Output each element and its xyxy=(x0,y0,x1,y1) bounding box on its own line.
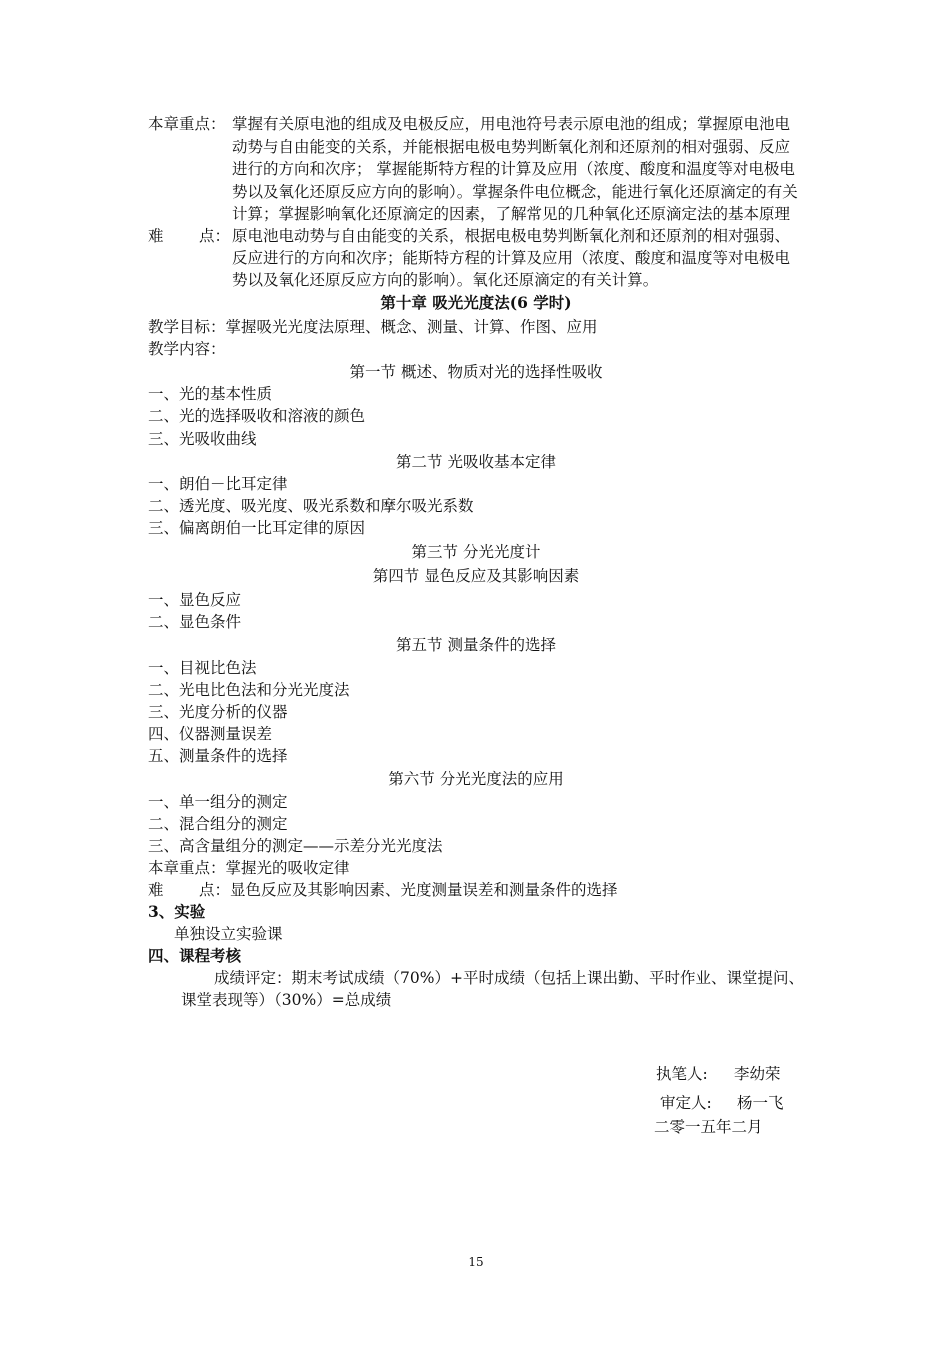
chapter-key-points: 本章重点：掌握光的吸收定律 xyxy=(148,859,350,877)
assessment-heading: 四、课程考核 xyxy=(148,946,242,965)
document-date: 二零一五年二月 xyxy=(654,1118,763,1136)
reviewer-name: 杨一飞 xyxy=(737,1094,784,1112)
experiment-text: 单独设立实验课 xyxy=(174,925,283,943)
chapter-difficulty: 点：显色反应及其影响因素、光度测量误差和测量条件的选择 xyxy=(199,881,618,899)
key-points-line: 进行的方向和次序； 掌握能斯特方程的计算及应用（浓度、酸度和温度等对电极电 xyxy=(232,160,795,178)
author-label: 执笔人: xyxy=(656,1065,708,1083)
reviewer-label: 审定人: xyxy=(660,1094,712,1112)
difficulty-line: 原电池电动势与自由能变的关系，根据电极电势判断氧化剂和还原剂的相对强弱、 xyxy=(232,227,791,245)
difficulty-label-char: 难 xyxy=(148,227,164,245)
list-item: 一、光的基本性质 xyxy=(148,385,273,403)
difficulty-line: 反应进行的方向和次序；能斯特方程的计算及应用（浓度、酸度和温度等对电极电 xyxy=(232,249,791,267)
key-points-line: 势以及氧化还原反应方向的影响）。掌握条件电位概念，能进行氧化还原滴定的有关 xyxy=(232,183,798,201)
key-points-line: 计算；掌握影响氧化还原滴定的因素，了解常见的几种氧化还原滴定法的基本原理 xyxy=(232,205,791,223)
assessment-text: 成绩评定：期末考试成绩（70%）+平时成绩（包括上课出勤、平时作业、课堂提问、 xyxy=(214,969,804,987)
difficulty-line: 势以及氧化还原反应方向的影响）。氧化还原滴定的有关计算。 xyxy=(232,271,659,289)
section-title: 第三节 分光光度计 xyxy=(411,543,541,561)
list-item: 一、朗伯－比耳定律 xyxy=(148,475,288,493)
author-name: 李幼荣 xyxy=(734,1065,781,1083)
section-title: 第六节 分光光度法的应用 xyxy=(388,770,564,788)
assessment-text: 课堂表现等）（30%）=总成绩 xyxy=(181,991,392,1009)
difficulty-label-suffix: 点： xyxy=(199,227,231,245)
section-title: 第四节 显色反应及其影响因素 xyxy=(372,567,580,585)
key-points-line: 掌握有关原电池的组成及电极反应，用电池符号表示原电池的组成；掌握原电池电 xyxy=(232,115,791,133)
list-item: 三、高含量组分的测定——示差分光光度法 xyxy=(148,837,443,855)
list-item: 一、单一组分的测定 xyxy=(148,793,288,811)
list-item: 一、目视比色法 xyxy=(148,659,257,677)
list-item: 五、测量条件的选择 xyxy=(148,747,288,765)
list-item: 二、透光度、吸光度、吸光系数和摩尔吸光系数 xyxy=(148,497,474,515)
teaching-goal: 教学目标：掌握吸光光度法原理、概念、测量、计算、作图、应用 xyxy=(148,318,598,336)
chapter-title: 第十章 吸光光度法(6 学时) xyxy=(380,293,572,312)
experiment-heading: 3、实验 xyxy=(148,902,206,921)
list-item: 一、显色反应 xyxy=(148,591,242,609)
page-number: 15 xyxy=(468,1255,484,1269)
section-title: 第一节 概述、物质对光的选择性吸收 xyxy=(349,363,603,381)
list-item: 二、光电比色法和分光光度法 xyxy=(148,681,350,699)
list-item: 三、光吸收曲线 xyxy=(148,430,257,448)
list-item: 四、仪器测量误差 xyxy=(148,725,273,743)
key-points-label: 本章重点： xyxy=(148,115,226,133)
list-item: 二、显色条件 xyxy=(148,613,242,631)
section-title: 第二节 光吸收基本定律 xyxy=(396,453,556,471)
teaching-content-label: 教学内容： xyxy=(148,340,226,358)
key-points-line: 动势与自由能变的关系，并能根据电极电势判断氧化剂和还原剂的相对强弱、反应 xyxy=(232,138,791,156)
chapter-difficulty-label: 难 xyxy=(148,881,164,899)
list-item: 三、偏离朗伯一比耳定律的原因 xyxy=(148,519,366,537)
list-item: 二、光的选择吸收和溶液的颜色 xyxy=(148,407,366,425)
list-item: 二、混合组分的测定 xyxy=(148,815,288,833)
list-item: 三、光度分析的仪器 xyxy=(148,703,288,721)
section-title: 第五节 测量条件的选择 xyxy=(396,636,556,654)
